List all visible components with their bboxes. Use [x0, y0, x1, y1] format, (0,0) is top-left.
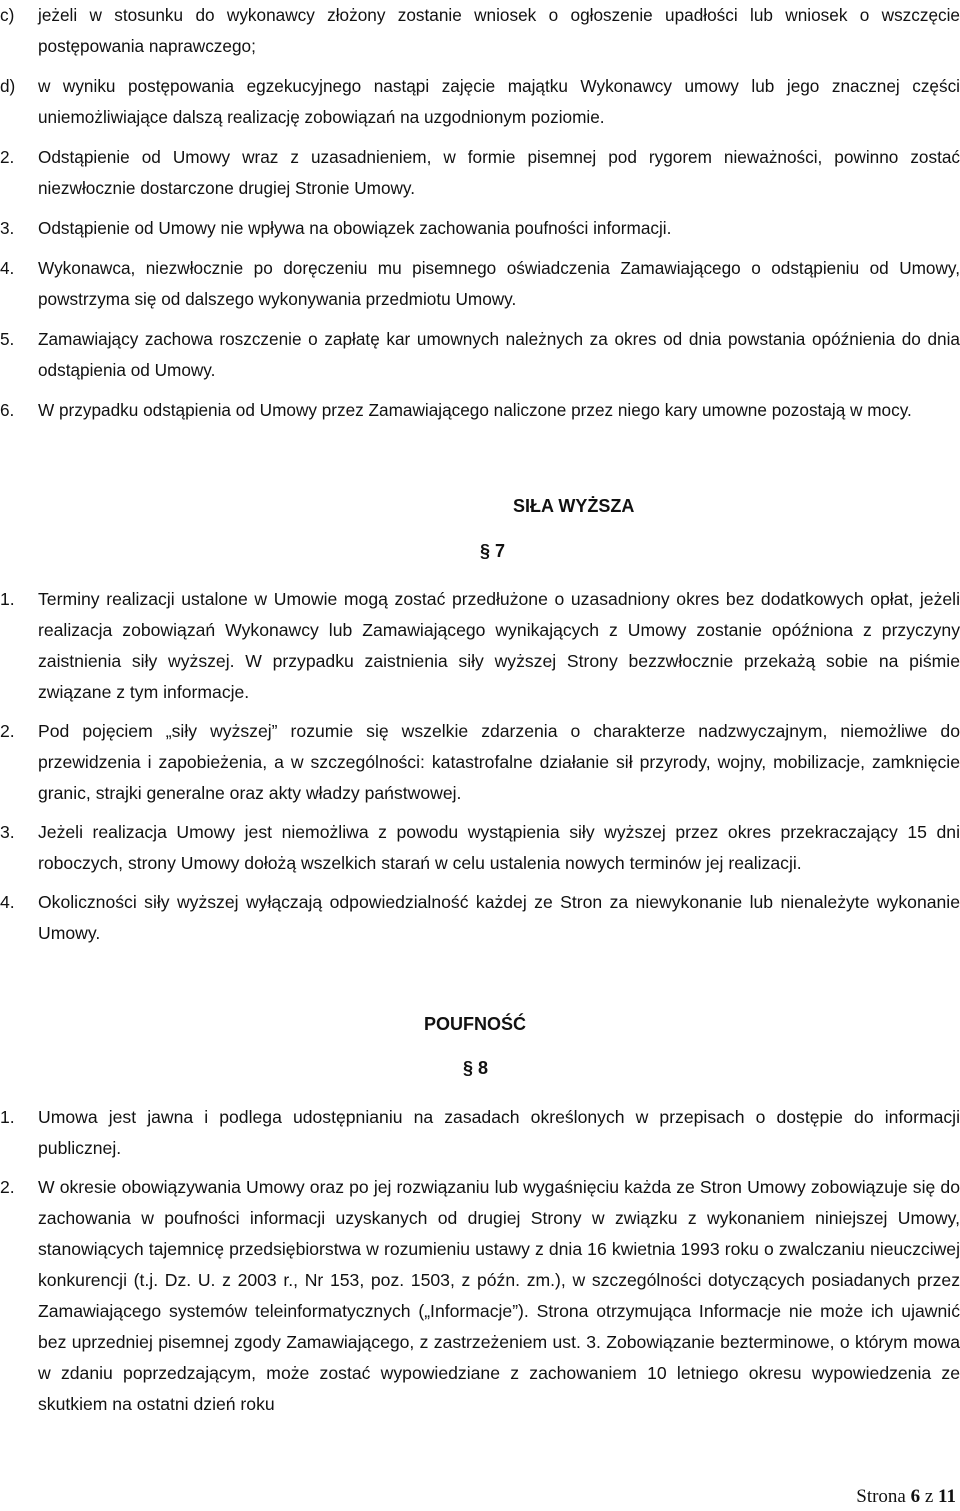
footer-total: 11 — [938, 1486, 956, 1507]
list-item — [0, 1102, 960, 1164]
item-number: 4. — [0, 892, 15, 912]
list-item — [0, 324, 960, 386]
item-text: Zamawiający zachowa roszczenie o zapłatę kar umownych należnych za okres od dnia powstania opóźnienia do dnia odstąpienia od Umowy. — [38, 329, 960, 380]
item-number: 1. — [0, 1107, 15, 1127]
sub-item-label: c) — [0, 5, 15, 25]
list-item — [0, 1172, 960, 1420]
item-text: Terminy realizacji ustalone w Umowie mogą zostać przedłużone o uzasadniony okres bez dodatkowych opłat, jeżeli realizacja zobowiązań Wykonawcy lub Zamawiającego wynikających z Umowy zostanie opóźniona z przyczyny zaistnienia siły wyższej. W przypadku zaistnienia siły wyższej Strony bezzwłocznie przekażą sobie na piśmie związane z tym informacje. — [38, 589, 960, 702]
sub-item-text: w wyniku postępowania egzekucyjnego nastąpi zajęcie majątku Wykonawcy umowy lub jego znacznej części uniemożliwiające dalszą realizację zobowiązań na uzgodnionym poziomie. — [38, 76, 960, 127]
item-text: Pod pojęciem „siły wyższej” rozumie się wszelkie zdarzenia o charakterze nadzwyczajnym, niemożliwe do przewidzenia i zapobieżenia, a w szczególności: katastrofalne działanie sił przyrody, wojny, mobilizacje, zamknięcie granic, strajki generalne oraz akty władzy państwowej. — [38, 721, 960, 803]
list-item — [0, 395, 960, 426]
item-number: 2. — [0, 721, 15, 741]
list-item — [0, 213, 960, 244]
item-text: Umowa jest jawna i podlega udostępnianiu na zasadach określonych w przepisach o dostępie do informacji publicznej. — [38, 1107, 960, 1158]
item-number: 1. — [0, 589, 15, 609]
item-text: Wykonawca, niezwłocznie po doręczeniu mu pisemnego oświadczenia Zamawiającego o odstąpieniu od Umowy, powstrzyma się od dalszego wykonywania przedmiotu Umowy. — [38, 258, 960, 309]
page-number-footer — [856, 1486, 956, 1508]
item-text: W okresie obowiązywania Umowy oraz po jej rozwiązaniu lub wygaśnięciu każda ze Stron Umowy zobowiązuje się do zachowania w poufności informacji uzyskanych od drugiej Strony w związku z wykonaniem niniejszej Umowy, stanowiących tajemnicę przedsiębiorstwa w rozumieniu ustawy z dnia 16 kwietnia 1993 roku o zwalczaniu nieuczciwej konkurencji (t.j. Dz. U. z 2003 r., Nr 153, poz. 1503, z późn. zm.), w szczególności dotyczących posiadanych przez Zamawiającego systemów teleinformatycznych („Informacje”). Strona otrzymująca Informacje nie może ich ujawnić bez uprzedniej pisemnej zgody Zamawiającego, z zastrzeżeniem ust. 3. Zobowiązanie bezterminowe, o którym mowa w zdaniu poprzedzającym, może zostać wypowiedziane z zachowaniem 10 letniego okresu wypowiedzenia ze skutkiem na ostatni dzień roku — [38, 1177, 960, 1414]
item-text: Okoliczności siły wyższej wyłączają odpowiedzialność każdej ze Stron za niewykonanie lub nienależyte wykonanie Umowy. — [38, 892, 960, 943]
footer-mid: z — [924, 1486, 934, 1507]
item-text: Jeżeli realizacja Umowy jest niemożliwa z powodu wystąpienia siły wyższej przez okres przekraczający 15 dni roboczych, strony Umowy dołożą wszelkich starań w celu ustalenia nowych terminów jej realizacji. — [38, 822, 960, 873]
section-8-body — [0, 1102, 960, 1428]
section-7-body — [0, 584, 960, 957]
item-text: Odstąpienie od Umowy wraz z uzasadnieniem, w formie pisemnej pod rygorem nieważności, powinno zostać niezwłocznie dostarczone drugiej Stronie Umowy. — [38, 147, 960, 198]
sub-item-label: d) — [0, 76, 16, 96]
section-8-paragraph: § 8 — [463, 1058, 489, 1078]
section-8-title: POUFNOŚĆ — [424, 1014, 527, 1034]
sub-item-text: jeżeli w stosunku do wykonawcy złożony zostanie wniosek o ogłoszenie upadłości lub wniosek o wszczęcie postępowania naprawczego; — [38, 5, 960, 56]
item-number: 2. — [0, 1177, 15, 1197]
previous-section — [0, 0, 960, 435]
sub-item-d — [0, 71, 960, 133]
item-number: 3. — [0, 218, 15, 238]
item-number: 3. — [0, 822, 15, 842]
sub-item-c — [0, 0, 960, 62]
item-number: 5. — [0, 329, 15, 349]
list-item — [0, 887, 960, 949]
list-item — [0, 253, 960, 315]
item-text: Odstąpienie od Umowy nie wpływa na obowiązek zachowania poufności informacji. — [38, 218, 672, 238]
footer-page: 6 — [910, 1486, 921, 1507]
item-number: 2. — [0, 147, 15, 167]
section-7-paragraph: § 7 — [480, 541, 506, 561]
list-item — [0, 716, 960, 809]
footer-prefix: Strona — [856, 1486, 906, 1507]
section-7-title: SIŁA WYŻSZA — [513, 496, 635, 516]
list-item — [0, 142, 960, 204]
item-number: 4. — [0, 258, 15, 278]
item-number: 6. — [0, 400, 15, 420]
item-text: W przypadku odstąpienia od Umowy przez Zamawiającego naliczone przez niego kary umowne pozostają w mocy. — [38, 400, 912, 420]
list-item — [0, 584, 960, 708]
list-item — [0, 817, 960, 879]
